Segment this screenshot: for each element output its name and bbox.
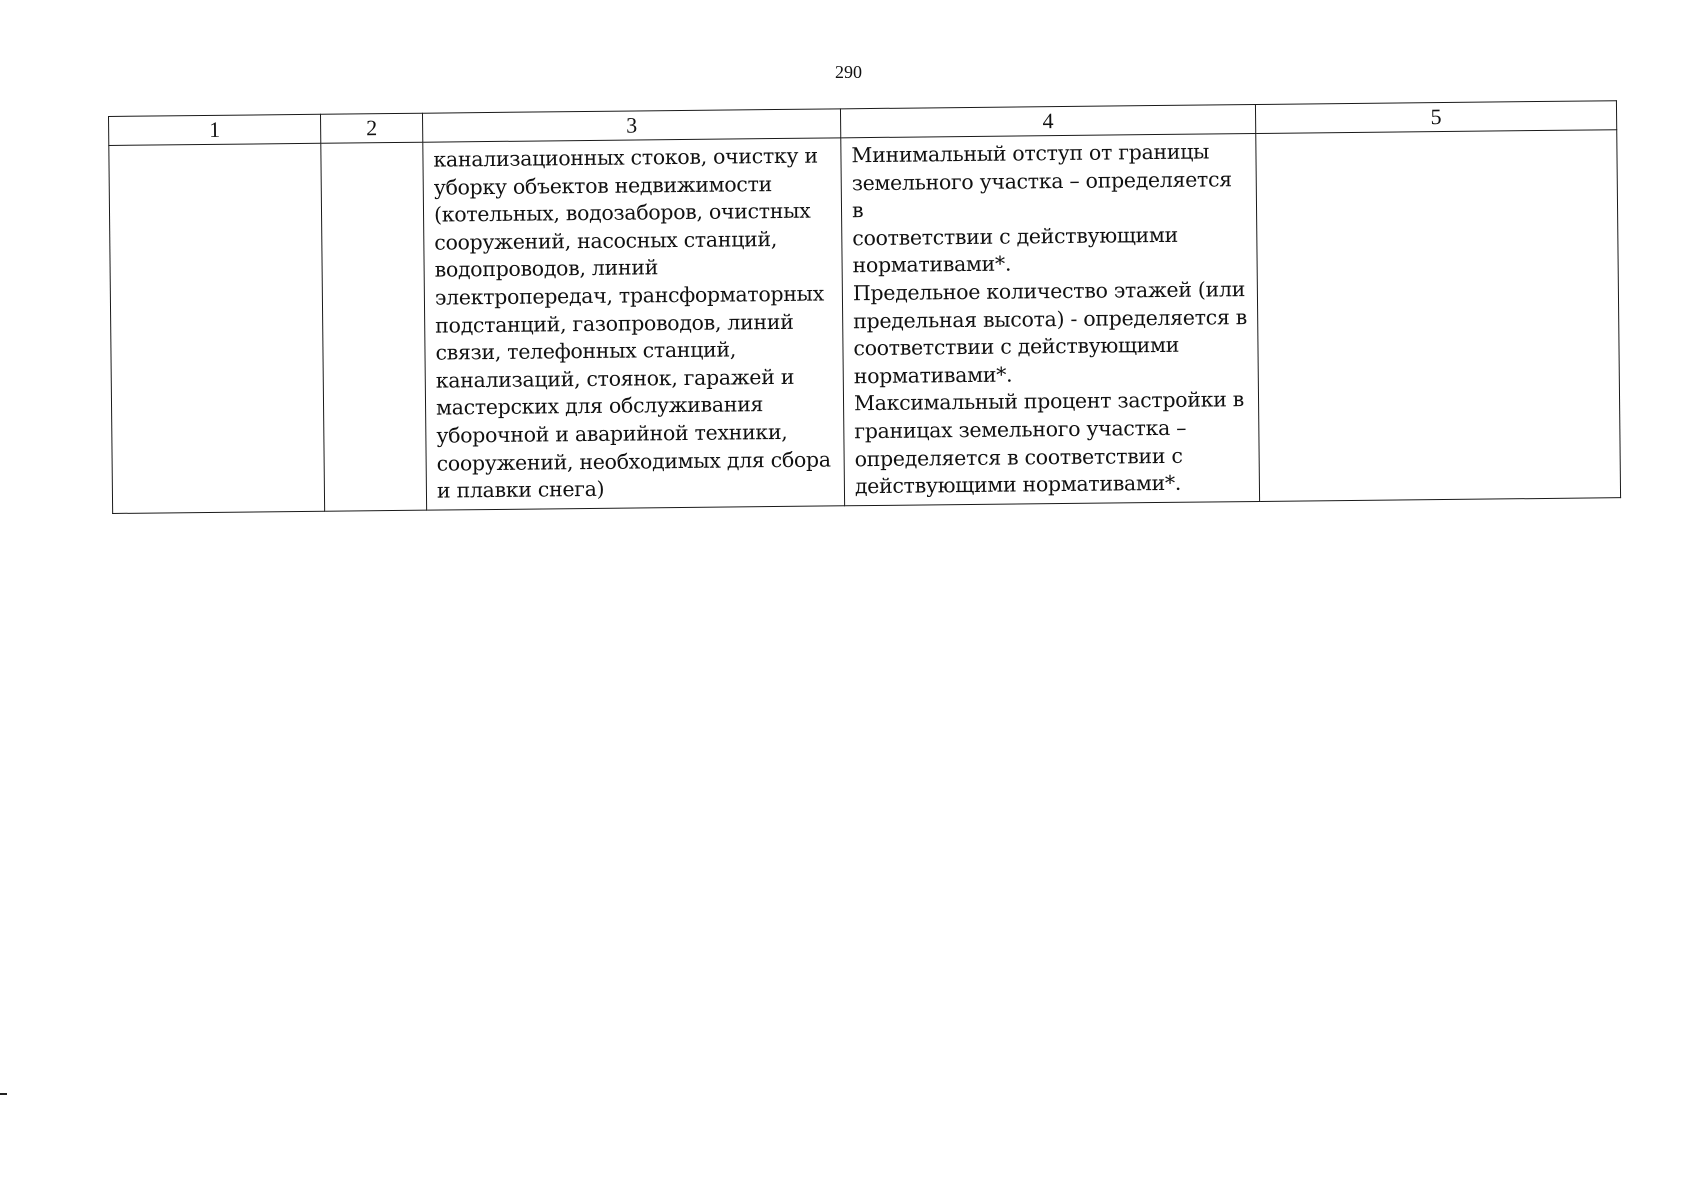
table-cell-col5 xyxy=(1256,130,1621,501)
page-number: 290 xyxy=(835,62,862,82)
table-cell-col2 xyxy=(321,142,427,511)
column-header-3: 3 xyxy=(422,109,840,142)
column-header-1: 1 xyxy=(109,114,321,145)
table-row xyxy=(109,130,1621,513)
cell-text-col2 xyxy=(321,143,422,152)
table-cell-col4 xyxy=(841,133,1260,505)
column-header-5: 5 xyxy=(1255,101,1616,134)
document-table xyxy=(108,100,1621,513)
column-header-4: 4 xyxy=(840,104,1255,137)
table-cell-col1 xyxy=(109,143,325,513)
cell-text-col4: Минимальный отступ от границы земельного участка – определяется в соответствии с действующими нормативами*. Предельное количество этажей (или предельная высота) - определяется в соответствии с действующими нормативами*. Максимальный процент застройки в границах земельного участка – определяется в соответствии с действующими нормативами*. xyxy=(851,139,1248,499)
column-header-2: 2 xyxy=(320,113,422,143)
scan-edge-mark xyxy=(0,1093,7,1095)
document-table-container xyxy=(108,100,1620,513)
table-cell-col3 xyxy=(423,138,845,510)
cell-text-col5 xyxy=(1256,130,1616,142)
cell-text-col3: канализационных стоков, очистку и уборку объектов недвижимости (котельных, водозаборов, очистных сооружений, насосных станций, водопроводов, линий электропередач, трансформаторных подстанций, газопроводов, линий связи, телефонных станций, канализаций, стоянок, гаражей и мастерских для обслуживания уборочной и аварийной техники, сооружений, необходимых для сбора и плавки снега) xyxy=(433,143,831,503)
cell-text-col1 xyxy=(109,144,320,154)
